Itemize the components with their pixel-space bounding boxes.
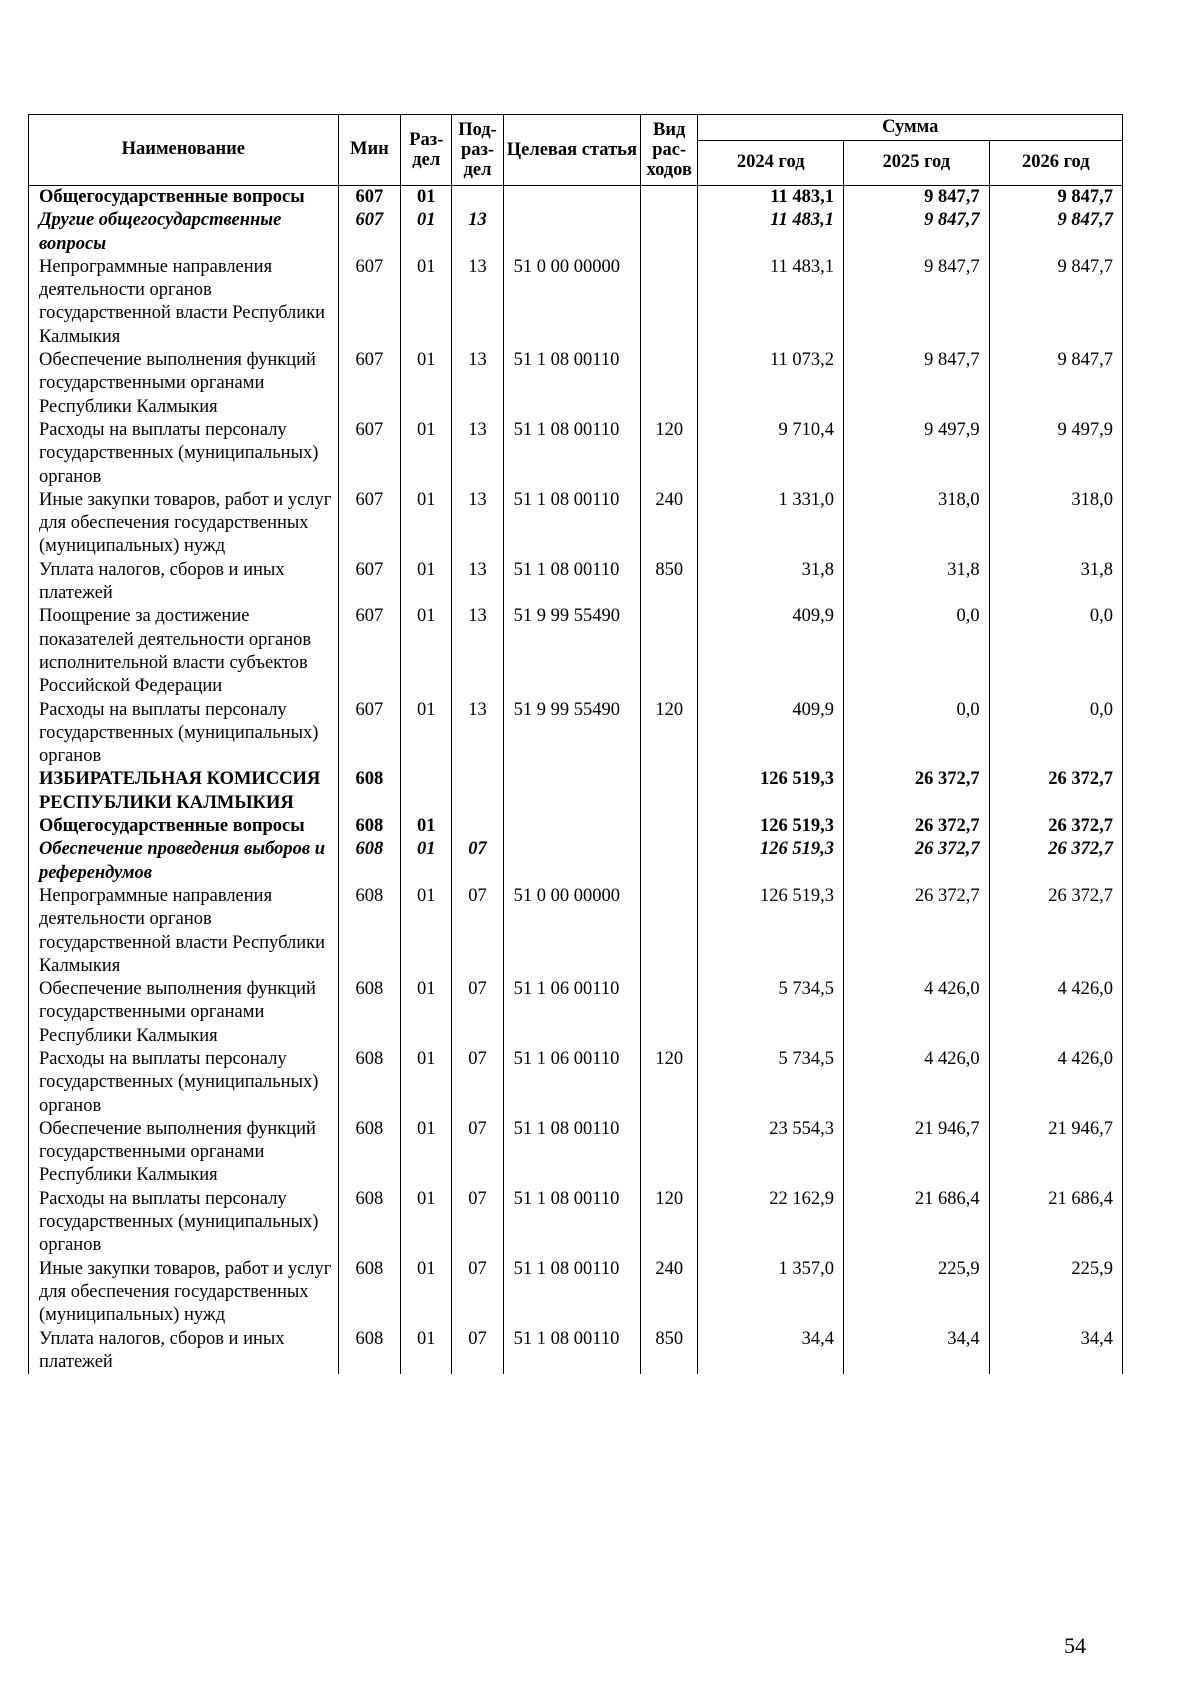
cell-article: 51 1 08 00110 [503, 1258, 640, 1328]
cell-vid [641, 256, 698, 349]
cell-vid [641, 186, 698, 210]
cell-2025: 26 372,7 [844, 768, 990, 815]
table-body [29, 186, 1123, 1375]
cell-name: Расходы на выплаты персоналу государственных (муниципальных) органов [29, 1048, 339, 1118]
cell-2024: 5 734,5 [698, 978, 844, 1048]
cell-2024: 1 357,0 [698, 1258, 844, 1328]
cell-name: Поощрение за достижение показателей деятельности органов исполнительной власти субъектов Российской Федерации [29, 605, 339, 698]
cell-razdel: 01 [401, 489, 452, 559]
cell-article: 51 1 08 00110 [503, 349, 640, 419]
cell-podrazdel: 07 [452, 1188, 503, 1258]
cell-podrazdel: 07 [452, 1258, 503, 1328]
table-row [29, 699, 1123, 769]
table-row [29, 768, 1123, 815]
cell-2024: 11 483,1 [698, 186, 844, 210]
cell-razdel: 01 [401, 1328, 452, 1375]
cell-vid: 120 [641, 699, 698, 769]
cell-2025: 9 847,7 [844, 256, 990, 349]
cell-2024: 31,8 [698, 559, 844, 606]
cell-article: 51 1 08 00110 [503, 489, 640, 559]
cell-2024: 5 734,5 [698, 1048, 844, 1118]
cell-vid [641, 349, 698, 419]
cell-article: 51 9 99 55490 [503, 605, 640, 698]
cell-name: Непрограммные направления деятельности органов государственной власти Республики Калмыкия [29, 256, 339, 349]
cell-2026: 318,0 [989, 489, 1122, 559]
cell-vid [641, 838, 698, 885]
cell-podrazdel: 13 [452, 489, 503, 559]
cell-2026: 26 372,7 [989, 815, 1122, 838]
table-row [29, 1328, 1123, 1375]
cell-2025: 34,4 [844, 1328, 990, 1375]
cell-article: 51 9 99 55490 [503, 699, 640, 769]
cell-2026: 9 847,7 [989, 186, 1122, 210]
cell-min: 607 [338, 605, 401, 698]
cell-2024: 34,4 [698, 1328, 844, 1375]
cell-2025: 0,0 [844, 699, 990, 769]
table-row [29, 209, 1123, 256]
cell-article [503, 768, 640, 815]
header-summa: Сумма [698, 115, 1123, 141]
cell-article: 51 1 08 00110 [503, 1118, 640, 1188]
cell-min: 608 [338, 978, 401, 1048]
table-row [29, 559, 1123, 606]
cell-min: 608 [338, 1118, 401, 1188]
cell-razdel: 01 [401, 419, 452, 489]
header-vid: Вид рас-ходов [641, 115, 698, 186]
cell-2024: 126 519,3 [698, 885, 844, 978]
header-year-2024: 2024 год [698, 141, 844, 186]
cell-2024: 1 331,0 [698, 489, 844, 559]
cell-article: 51 1 06 00110 [503, 978, 640, 1048]
cell-2026: 0,0 [989, 699, 1122, 769]
header-article: Целевая статья [503, 115, 640, 186]
cell-2026: 26 372,7 [989, 885, 1122, 978]
cell-min: 607 [338, 699, 401, 769]
cell-podrazdel [452, 186, 503, 210]
table-row [29, 489, 1123, 559]
cell-2026: 0,0 [989, 605, 1122, 698]
cell-2024: 126 519,3 [698, 815, 844, 838]
table-row [29, 1048, 1123, 1118]
cell-name: Уплата налогов, сборов и иных платежей [29, 1328, 339, 1375]
cell-article: 51 1 08 00110 [503, 1328, 640, 1375]
cell-2024: 409,9 [698, 605, 844, 698]
cell-razdel: 01 [401, 1258, 452, 1328]
cell-razdel: 01 [401, 838, 452, 885]
cell-podrazdel: 13 [452, 209, 503, 256]
cell-razdel [401, 768, 452, 815]
cell-2026: 21 686,4 [989, 1188, 1122, 1258]
cell-name: Обеспечение выполнения функций государственными органами Республики Калмыкия [29, 978, 339, 1048]
cell-min: 607 [338, 559, 401, 606]
table-row [29, 605, 1123, 698]
cell-vid [641, 209, 698, 256]
cell-vid [641, 768, 698, 815]
cell-article: 51 1 08 00110 [503, 1188, 640, 1258]
cell-min: 608 [338, 815, 401, 838]
cell-name: Иные закупки товаров, работ и услуг для обеспечения государственных (муниципальных) нужд [29, 1258, 339, 1328]
cell-name: Расходы на выплаты персоналу государственных (муниципальных) органов [29, 1188, 339, 1258]
cell-2024: 11 483,1 [698, 256, 844, 349]
cell-article: 51 0 00 00000 [503, 256, 640, 349]
cell-2026: 9 847,7 [989, 209, 1122, 256]
cell-razdel: 01 [401, 256, 452, 349]
table-row [29, 838, 1123, 885]
cell-2025: 9 847,7 [844, 349, 990, 419]
cell-razdel: 01 [401, 605, 452, 698]
cell-2026: 9 847,7 [989, 256, 1122, 349]
cell-2024: 23 554,3 [698, 1118, 844, 1188]
header-year-2026: 2026 год [989, 141, 1122, 186]
cell-name: Обеспечение выполнения функций государственными органами Республики Калмыкия [29, 349, 339, 419]
cell-vid: 850 [641, 559, 698, 606]
cell-2025: 26 372,7 [844, 815, 990, 838]
cell-name: Иные закупки товаров, работ и услуг для обеспечения государственных (муниципальных) нужд [29, 489, 339, 559]
cell-min: 607 [338, 256, 401, 349]
cell-podrazdel: 07 [452, 1118, 503, 1188]
cell-article: 51 1 08 00110 [503, 419, 640, 489]
cell-article: 51 1 06 00110 [503, 1048, 640, 1118]
cell-article [503, 838, 640, 885]
cell-razdel: 01 [401, 186, 452, 210]
cell-min: 607 [338, 489, 401, 559]
cell-vid [641, 815, 698, 838]
cell-article: 51 0 00 00000 [503, 885, 640, 978]
cell-vid: 120 [641, 419, 698, 489]
cell-vid: 120 [641, 1188, 698, 1258]
cell-podrazdel: 13 [452, 349, 503, 419]
cell-podrazdel: 07 [452, 1328, 503, 1375]
cell-2024: 9 710,4 [698, 419, 844, 489]
cell-name: Расходы на выплаты персоналу государственных (муниципальных) органов [29, 699, 339, 769]
cell-podrazdel [452, 768, 503, 815]
cell-razdel: 01 [401, 815, 452, 838]
cell-min: 607 [338, 186, 401, 210]
cell-article [503, 186, 640, 210]
cell-min: 607 [338, 209, 401, 256]
cell-2024: 11 073,2 [698, 349, 844, 419]
cell-vid: 240 [641, 1258, 698, 1328]
cell-podrazdel: 13 [452, 256, 503, 349]
cell-2025: 0,0 [844, 605, 990, 698]
cell-2024: 126 519,3 [698, 838, 844, 885]
cell-min: 608 [338, 885, 401, 978]
cell-razdel: 01 [401, 1188, 452, 1258]
table-row [29, 885, 1123, 978]
cell-article: 51 1 08 00110 [503, 559, 640, 606]
cell-2025: 4 426,0 [844, 1048, 990, 1118]
cell-2025: 9 497,9 [844, 419, 990, 489]
page-number: 54 [1064, 1633, 1086, 1658]
cell-2026: 225,9 [989, 1258, 1122, 1328]
cell-vid: 850 [641, 1328, 698, 1375]
cell-min: 608 [338, 1258, 401, 1328]
cell-2026: 31,8 [989, 559, 1122, 606]
cell-min: 608 [338, 1328, 401, 1375]
cell-2026: 34,4 [989, 1328, 1122, 1375]
cell-min: 608 [338, 768, 401, 815]
cell-min: 607 [338, 419, 401, 489]
cell-min: 607 [338, 349, 401, 419]
cell-podrazdel: 13 [452, 559, 503, 606]
cell-2025: 21 686,4 [844, 1188, 990, 1258]
cell-2025: 225,9 [844, 1258, 990, 1328]
cell-vid: 120 [641, 1048, 698, 1118]
cell-razdel: 01 [401, 978, 452, 1048]
cell-min: 608 [338, 838, 401, 885]
cell-article [503, 209, 640, 256]
cell-podrazdel: 07 [452, 1048, 503, 1118]
cell-podrazdel: 07 [452, 978, 503, 1048]
table-row [29, 1258, 1123, 1328]
cell-podrazdel: 07 [452, 885, 503, 978]
budget-table [28, 114, 1123, 1374]
cell-2025: 9 847,7 [844, 186, 990, 210]
cell-2024: 126 519,3 [698, 768, 844, 815]
table-row [29, 978, 1123, 1048]
cell-article [503, 815, 640, 838]
cell-name: Уплата налогов, сборов и иных платежей [29, 559, 339, 606]
header-min: Мин [338, 115, 401, 186]
cell-razdel: 01 [401, 885, 452, 978]
cell-vid [641, 978, 698, 1048]
cell-podrazdel: 13 [452, 605, 503, 698]
cell-2026: 26 372,7 [989, 838, 1122, 885]
cell-2026: 26 372,7 [989, 768, 1122, 815]
cell-podrazdel [452, 815, 503, 838]
cell-podrazdel: 13 [452, 699, 503, 769]
cell-vid [641, 1118, 698, 1188]
table-row [29, 1188, 1123, 1258]
table-row [29, 186, 1123, 210]
table-row [29, 1118, 1123, 1188]
cell-razdel: 01 [401, 1048, 452, 1118]
cell-min: 608 [338, 1188, 401, 1258]
cell-vid [641, 605, 698, 698]
cell-2025: 31,8 [844, 559, 990, 606]
cell-razdel: 01 [401, 349, 452, 419]
cell-name: Общегосударственные вопросы [29, 186, 339, 210]
cell-name: Непрограммные направления деятельности органов государственной власти Республики Калмыкия [29, 885, 339, 978]
cell-2025: 26 372,7 [844, 885, 990, 978]
cell-razdel: 01 [401, 209, 452, 256]
cell-name: Общегосударственные вопросы [29, 815, 339, 838]
header-podrazdel: Под-раз-дел [452, 115, 503, 186]
cell-min: 608 [338, 1048, 401, 1118]
cell-2026: 4 426,0 [989, 978, 1122, 1048]
cell-vid [641, 885, 698, 978]
cell-2026: 4 426,0 [989, 1048, 1122, 1118]
table-row [29, 419, 1123, 489]
header-razdel: Раз-дел [401, 115, 452, 186]
table-row [29, 256, 1123, 349]
cell-2024: 11 483,1 [698, 209, 844, 256]
cell-2026: 9 847,7 [989, 349, 1122, 419]
cell-podrazdel: 13 [452, 419, 503, 489]
header-name: Наименование [29, 115, 339, 186]
cell-name: Обеспечение выполнения функций государственными органами Республики Калмыкия [29, 1118, 339, 1188]
cell-vid: 240 [641, 489, 698, 559]
header-year-2025: 2025 год [844, 141, 990, 186]
cell-razdel: 01 [401, 699, 452, 769]
cell-name: Расходы на выплаты персоналу государственных (муниципальных) органов [29, 419, 339, 489]
cell-name: Другие общегосударственные вопросы [29, 209, 339, 256]
cell-2025: 21 946,7 [844, 1118, 990, 1188]
cell-2025: 26 372,7 [844, 838, 990, 885]
cell-name: ИЗБИРАТЕЛЬНАЯ КОМИССИЯ РЕСПУБЛИКИ КАЛМЫКИЯ [29, 768, 339, 815]
table-row [29, 815, 1123, 838]
cell-2024: 22 162,9 [698, 1188, 844, 1258]
cell-name: Обеспечение проведения выборов и референдумов [29, 838, 339, 885]
cell-2026: 9 497,9 [989, 419, 1122, 489]
cell-razdel: 01 [401, 1118, 452, 1188]
cell-podrazdel: 07 [452, 838, 503, 885]
cell-2025: 318,0 [844, 489, 990, 559]
cell-razdel: 01 [401, 559, 452, 606]
cell-2024: 409,9 [698, 699, 844, 769]
cell-2025: 9 847,7 [844, 209, 990, 256]
table-row [29, 349, 1123, 419]
cell-2026: 21 946,7 [989, 1118, 1122, 1188]
cell-2025: 4 426,0 [844, 978, 990, 1048]
